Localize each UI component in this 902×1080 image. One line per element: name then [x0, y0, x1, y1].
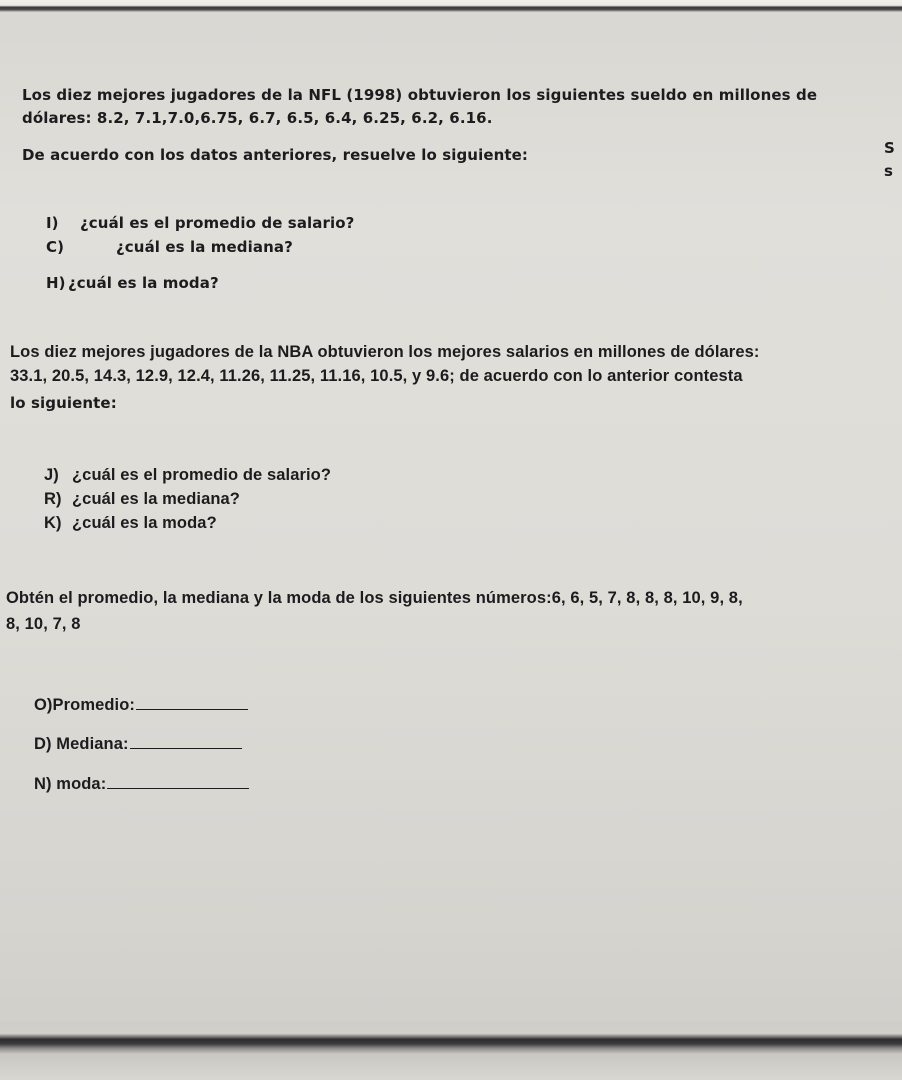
question-text: ¿cuál es el promedio de salario? [80, 214, 355, 232]
answer-promedio [34, 695, 248, 715]
numbers-intro-line-1: Obtén el promedio, la mediana y la moda de los siguientes números:6, 6, 5, 7, 8, 8, 8, 10, 9, 8, [6, 589, 743, 607]
answer-label: O)Promedio: [34, 696, 136, 714]
answer-blank-line[interactable] [130, 734, 242, 749]
question-text: ¿cuál es la mediana? [72, 490, 240, 508]
top-border-line [0, 0, 902, 12]
answer-label: D) Mediana: [34, 735, 129, 753]
question-letter: J) [44, 466, 59, 484]
question-letter: H) [46, 274, 66, 292]
answer-moda [34, 774, 249, 794]
question-letter: K) [44, 514, 62, 532]
margin-mark-2: s [884, 162, 894, 180]
question-text: ¿cuál es la moda? [72, 514, 217, 532]
nba-intro-line-3: lo siguiente: [10, 394, 117, 412]
answer-mediana [34, 734, 242, 754]
question-letter: R) [44, 490, 62, 508]
answer-label: N) moda: [34, 775, 107, 793]
numbers-intro-line-2: 8, 10, 7, 8 [6, 615, 81, 633]
margin-mark-1: S [884, 139, 895, 157]
answer-blank-line[interactable] [107, 774, 249, 789]
nfl-instruction: De acuerdo con los datos anteriores, resuelve lo siguiente: [22, 146, 529, 164]
nba-intro-line-2: 33.1, 20.5, 14.3, 12.9, 12.4, 11.26, 11.25, 11.16, 10.5, y 9.6; de acuerdo con lo anterior contesta [10, 367, 743, 385]
question-text: ¿cuál es la mediana? [116, 238, 293, 256]
nba-intro-line-1: Los diez mejores jugadores de la NBA obtuvieron los mejores salarios en millones de dólares: [10, 343, 760, 361]
question-text: ¿cuál es el promedio de salario? [72, 466, 332, 484]
answer-blank-line[interactable] [136, 695, 248, 710]
question-letter: I) [46, 214, 59, 232]
nfl-intro-line-2: dólares: 8.2, 7.1,7.0,6.75, 6.7, 6.5, 6.4, 6.25, 6.2, 6.16. [22, 109, 493, 127]
question-letter: C) [46, 238, 65, 256]
nfl-intro-line-1: Los diez mejores jugadores de la NFL (1998) obtuvieron los siguientes sueldo en millones de [22, 86, 818, 104]
question-text: ¿cuál es la moda? [68, 274, 219, 292]
bottom-border-line [0, 1022, 902, 1080]
